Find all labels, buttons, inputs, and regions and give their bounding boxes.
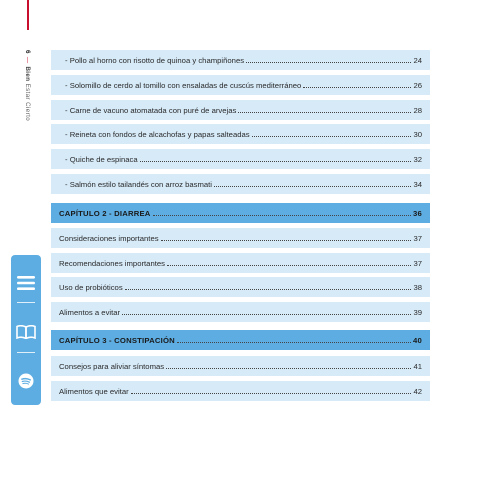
book-icon [16,325,36,339]
toc-entry-page: 32 [413,154,422,164]
toc-chapter-heading[interactable] [51,203,430,223]
toc-entry[interactable] [51,277,430,297]
toc-entry-page: 41 [413,361,422,371]
toc-entry-page: 34 [413,179,422,189]
toc-entry-page: 37 [413,258,422,268]
toc-entry[interactable] [51,50,430,70]
toc-entry-title: Alimentos a evitar [59,307,121,317]
contents-button[interactable] [11,318,41,346]
toc-entry-page: 24 [413,55,422,65]
toc-entry-page: 42 [413,386,422,396]
header-title-strong: Bien [24,66,31,82]
toc-chapter-title: CAPÍTULO 3 - CONSTIPACIÓN [59,335,175,345]
toc-entry-title: Consideraciones importantes [59,233,159,243]
toc-entry-title: Uso de probióticos [59,282,123,292]
toc-entry-page: 40 [413,335,422,345]
toc-entry-title: Consejos para aliviar síntomas [59,361,165,371]
toc-entry-title: Recomendaciones importantes [59,258,165,268]
toc-entry-page: 39 [413,307,422,317]
toc-entry-page: 28 [413,105,422,115]
toc-entry-page: 30 [413,129,422,139]
toc-entry[interactable] [51,75,430,95]
toc-entry[interactable] [51,356,430,376]
toc-entry-title: - Reineta con fondos de alcachofas y papas salteadas [65,129,250,139]
toc-entry[interactable] [51,100,430,120]
top-accent-line [27,0,29,30]
toc-entry[interactable] [51,253,430,273]
running-header: 6—Bien Estar Cierto [24,50,31,122]
spotify-icon [18,373,34,389]
toc-entry-title: - Quiche de espinaca [65,154,138,164]
toc-entry-page: 38 [413,282,422,292]
toc-entry-page: 37 [413,233,422,243]
toolbar-divider [17,302,35,303]
toc-entry[interactable] [51,228,430,248]
header-title-rest: Estar Cierto [24,83,31,122]
toc-entry-title: - Carne de vacuno atomatada con puré de arvejas [65,105,237,115]
page-number: 6 [24,50,31,54]
toc-chapter-heading[interactable] [51,330,430,350]
toc-entry[interactable] [51,174,430,194]
toc-entry[interactable] [51,149,430,169]
toc-entry-title: - Salmón estilo tailandés con arroz basmati [65,179,212,189]
toc-entry-page: 36 [413,208,422,218]
menu-button[interactable] [11,269,41,297]
toc-entry[interactable] [51,124,430,144]
toc-entry-title: - Solomillo de cerdo al tomillo con ensaladas de cuscús mediterráneo [65,80,302,90]
menu-icon [17,276,35,290]
toc-chapter-title: CAPÍTULO 2 - DIARREA [59,208,151,218]
audio-button[interactable] [11,367,41,395]
toc-entry[interactable] [51,381,430,401]
toc-entry[interactable] [51,302,430,322]
toc-entry-title: - Pollo al horno con risotto de quinoa y champiñones [65,55,245,65]
toc-entry-title: Alimentos que evitar [59,386,129,396]
side-toolbar [11,255,41,405]
toc-entry-page: 26 [413,80,422,90]
toolbar-divider [17,352,35,353]
